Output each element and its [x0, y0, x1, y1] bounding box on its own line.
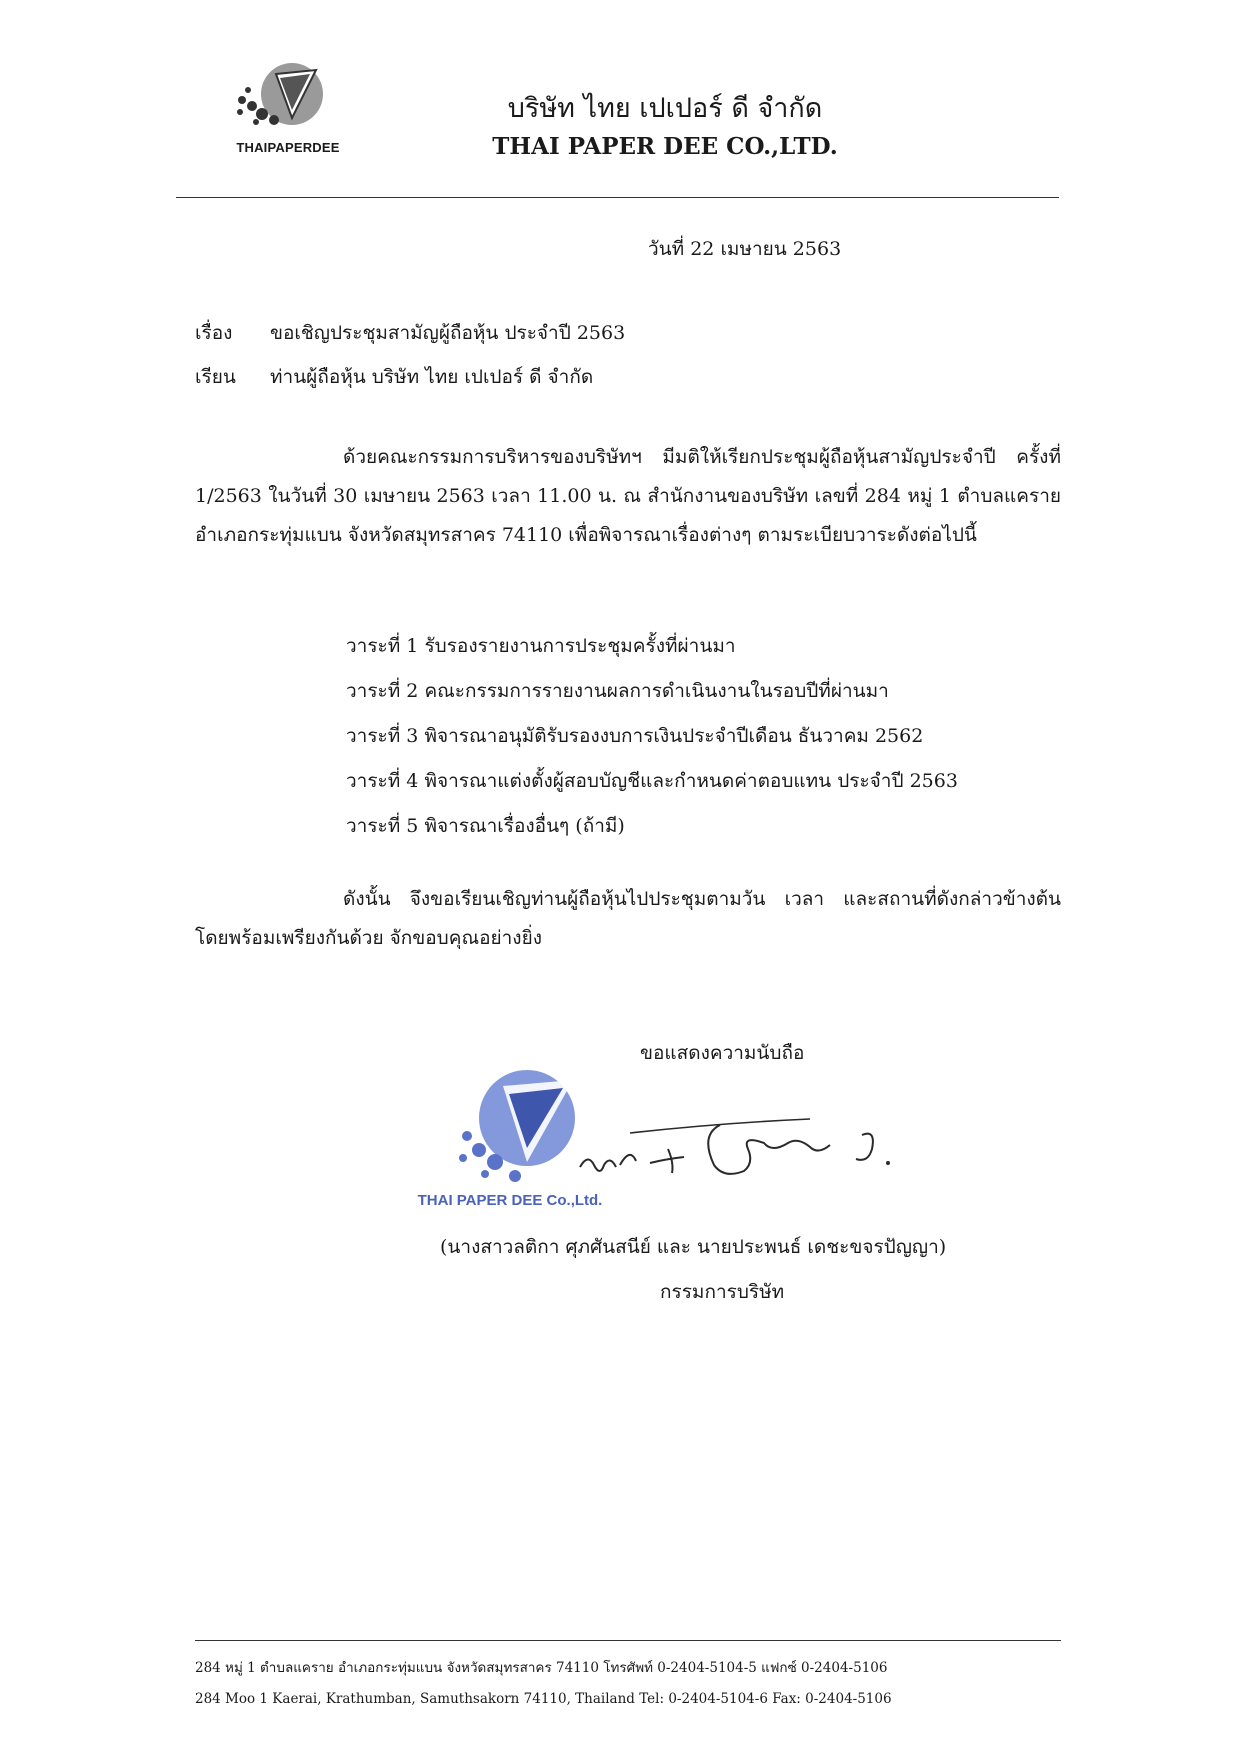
agenda-item: วาระที่ 1 รับรองรายงานการประชุมครั้งที่ผ่านมา [346, 635, 736, 657]
recipient-label: เรียน [195, 366, 236, 388]
agenda-item: วาระที่ 2 คณะกรรมการรายงานผลการดำเนินงานในรอบปีที่ผ่านมา [346, 680, 889, 702]
body-conclusion-paragraph: ดังนั้น จึงขอเรียนเชิญท่านผู้ถือหุ้นไปประชุมตามวัน เวลา และสถานที่ดังกล่าวข้างต้น โดยพร้อมเพรียงกันด้วย จักขอบคุณอย่างยิ่ง [195, 888, 1061, 949]
company-name-thai: บริษัท ไทย เปเปอร์ ดี จำกัด [507, 93, 823, 124]
footer-address-english: 284 Moo 1 Kaerai, Krathumban, Samuthsakorn 74110, Thailand Tel: 0-2404-5104-6 Fax: 0-2404-5106 [195, 1691, 892, 1707]
letter-date: วันที่ 22 เมษายน 2563 [648, 238, 842, 260]
agenda-item: วาระที่ 3 พิจารณาอนุมัติรับรองงบการเงินประจำปีเดือน ธันวาคม 2562 [346, 725, 924, 747]
subject-text: ขอเชิญประชุมสามัญผู้ถือหุ้น ประจำปี 2563 [270, 322, 626, 344]
body-intro-paragraph: ด้วยคณะกรรมการบริหารของบริษัทฯ มีมติให้เรียกประชุมผู้ถือหุ้นสามัญประจำปี ครั้งที่ 1/2563 ในวันที่ 30 เมษายน 2563 เวลา 11.00 น. ณ สำนักงานของบริษัท เลขที่ 284 หมู่ 1 ตำบลแคราย อำเภอกระทุ่มแบน จังหวัดสมุทรสาคร 74110 เพื่อพิจารณาเรื่องต่างๆ ตามระเบียบวาระดังต่อไปนี้ [195, 446, 1061, 546]
company-name-english: THAI PAPER DEE CO.,LTD. [492, 133, 838, 160]
footer-address-thai: 284 หมู่ 1 ตำบลแคราย อำเภอกระทุ่มแบน จังหวัดสมุทรสาคร 74110 โทรศัพท์ 0-2404-5104-5 แฟกซ์ 0-2404-5106 [195, 1660, 888, 1676]
header-divider [176, 197, 1059, 198]
handwritten-signature [570, 1105, 910, 1200]
logo-wordmark: THAIPAPERDEE [236, 140, 340, 155]
company-seal-text: THAI PAPER DEE Co.,Ltd. [417, 1192, 603, 1209]
closing-phrase: ขอแสดงความนับถือ [640, 1042, 805, 1064]
agenda-item: วาระที่ 4 พิจารณาแต่งตั้งผู้สอบบัญชีและกำหนดค่าตอบแทน ประจำปี 2563 [346, 770, 958, 792]
subject-label: เรื่อง [195, 322, 233, 344]
agenda-item: วาระที่ 5 พิจารณาเรื่องอื่นๆ (ถ้ามี) [346, 815, 625, 837]
signer-names: (นางสาวลติกา ศุภศันสนีย์ และ นายประพนธ์ เดชะขจรปัญญา) [440, 1236, 947, 1258]
recipient-text: ท่านผู้ถือหุ้น บริษัท ไทย เปเปอร์ ดี จำกัด [270, 366, 594, 388]
footer-divider [195, 1640, 1061, 1641]
signer-title: กรรมการบริษัท [660, 1281, 785, 1303]
